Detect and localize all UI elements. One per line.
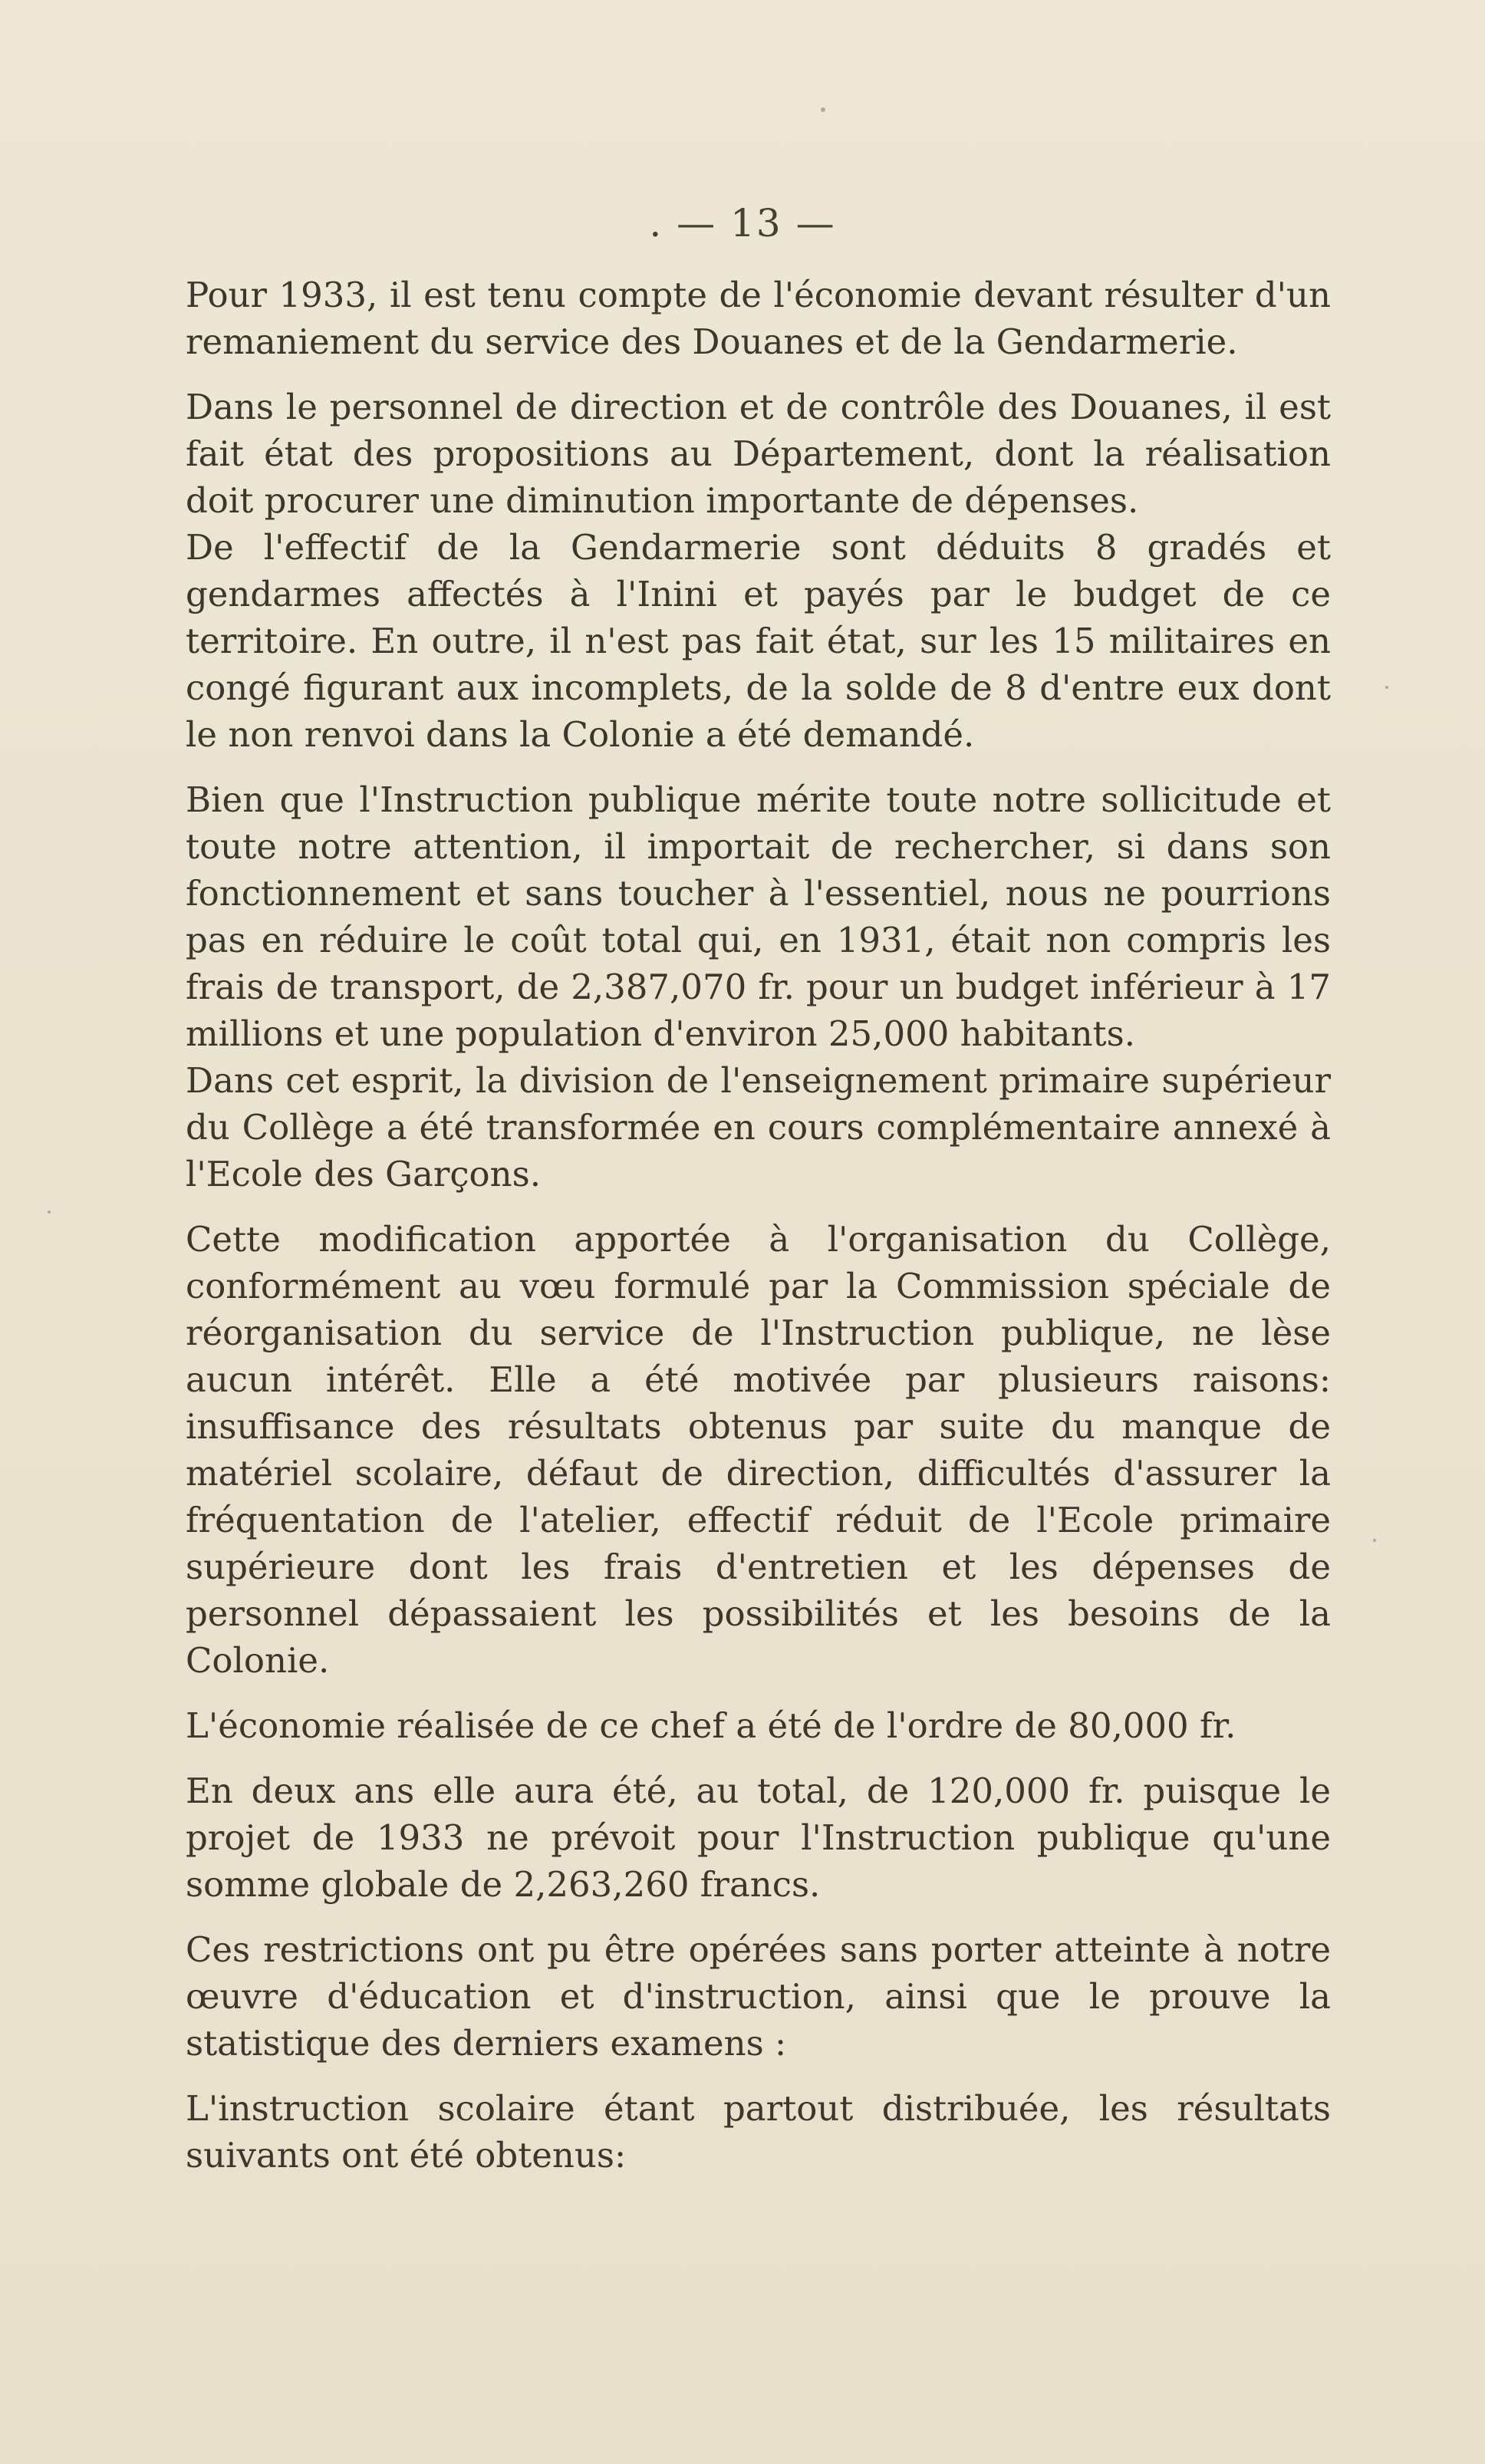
paragraph-gendarmerie-effective: De l'effectif de la Gendarmerie sont déduits 8 gradés et gendarmes affectés à l'Inini et payés par le budget de ce territoire. En outre, il n'est pas fait état, sur les 15 militaires en congé figurant aux incomplets, de la solde de 8 d'entre eux dont le non renvoi dans la Colonie a été demandé. bbox=[186, 527, 1331, 755]
paragraph-college-modification: Cette modification apportée à l'organisation du Collège, conformément au vœu formulé par la Commission spéciale de réorganisation du service de l'Instruction publique, ne lèse aucun intérêt. Elle a été motivée par plusieurs raisons: insuffisance des résultats obtenus par suite du manque de matériel scolaire, défaut de direction, difficultés d'assurer la fréquentation de l'atelier, effectif réduit de l'Ecole primaire supérieure dont les frais d'entretien et les dépenses de personnel dépassaient les possibilités et les besoins de la Colonie. bbox=[186, 1219, 1331, 1681]
paragraph-two-year-total: En deux ans elle aura été, au total, de 120,000 fr. puisque le projet de 1933 ne prévoit pour l'Instruction publique qu'une somme globale de 2,263,260 francs. bbox=[186, 1771, 1331, 1905]
paper-speck bbox=[1373, 1539, 1376, 1542]
paragraph-public-instruction-cost: Bien que l'Instruction publique mérite toute notre sollicitude et toute notre attention, il importait de rechercher, si dans son fonctionnement et sans toucher à l'essentiel, nous ne pourrions pas en réduire le coût total qui, en 1931, était non compris les frais de transport, de 2,387,070 fr. pour un budget inférieur à 17 millions et une population d'environ 25,000 habitants. bbox=[186, 779, 1331, 1054]
paragraph-customs-staff: Dans le personnel de direction et de contrôle des Douanes, il est fait état des propositions au Département, dont la réalisation doit procurer une diminution importante de dépenses. bbox=[186, 387, 1331, 521]
paragraph-customs-gendarmerie: Pour 1933, il est tenu compte de l'économie devant résulter d'un remaniement du service des Douanes et de la Gendarmerie. bbox=[186, 275, 1331, 362]
paragraph-savings: L'économie réalisée de ce chef a été de l'ordre de 80,000 fr. bbox=[186, 1705, 1236, 1746]
page-number: . — 13 — bbox=[649, 201, 836, 245]
paper-speck bbox=[821, 107, 825, 112]
paragraph-restrictions: Ces restrictions ont pu être opérées sans porter atteinte à notre œuvre d'éducation et d'instruction, ainsi que le prouve la statistique des derniers examens : bbox=[186, 1929, 1331, 2064]
paper-speck bbox=[1385, 686, 1388, 689]
paragraph-results-intro: L'instruction scolaire étant partout distribuée, les résultats suivants ont été obtenus: bbox=[186, 2088, 1331, 2176]
paper-speck bbox=[48, 1211, 51, 1214]
body-text bbox=[186, 272, 1331, 2179]
paragraph-college-division: Dans cet esprit, la division de l'enseignement primaire supérieur du Collège a été transformée en cours complémentaire annexé à l'Ecole des Garçons. bbox=[186, 1060, 1331, 1194]
